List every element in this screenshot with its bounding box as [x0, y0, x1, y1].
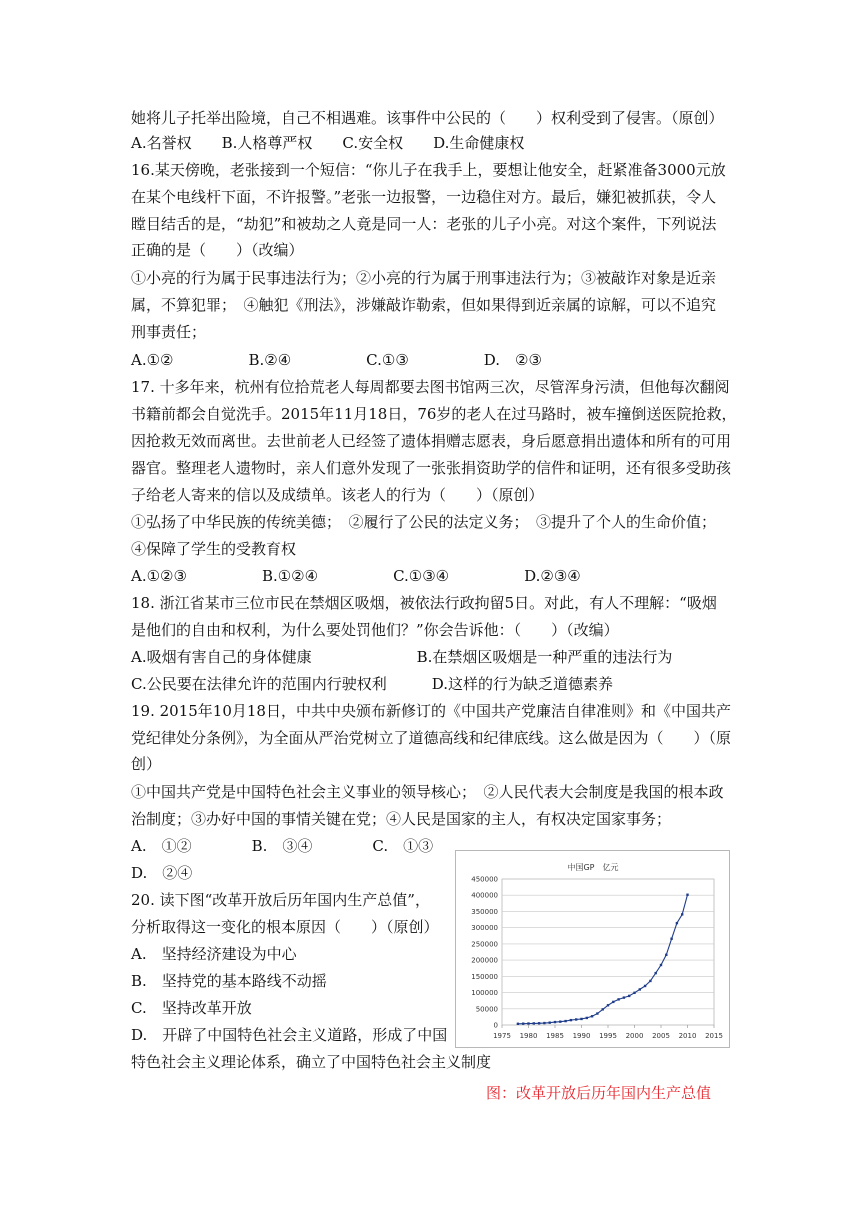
x-tick-label: 2010 [678, 1032, 697, 1040]
data-point [564, 1020, 566, 1022]
x-tick-label: 1975 [493, 1032, 511, 1040]
data-point [607, 1004, 609, 1006]
text-line: ①弘扬了中华民族的传统美德； ②履行了公民的法定义务； ③提升了个人的生命价值； [131, 513, 717, 531]
figure-caption: 图：改革开放后历年国内生产总值 [486, 1084, 712, 1102]
text-line: A. 坚持经济建设为中心 [131, 945, 297, 963]
y-tick-label: 150000 [471, 972, 498, 981]
data-point [549, 1021, 551, 1023]
text-line: 她将儿子托举出险境，自己不相遇难。该事件中公民的（ ）权利受到了侵害。（原创） [131, 109, 724, 127]
text-line: 创） [131, 755, 162, 773]
text-line: 治制度；③办好中国的事情关键在党；④人民是国家的主人，有权决定国家事务； [131, 810, 672, 828]
text-line: 16.某天傍晚，老张接到一个短信：“你儿子在我手上，要想让他安全，赶紧准备3000元放 [131, 161, 726, 179]
x-tick-label: 2000 [625, 1032, 644, 1040]
text-line: C. 坚持改革开放 [131, 999, 252, 1017]
x-tick-label: 1985 [546, 1032, 564, 1040]
text-line: ④保障了学生的受教育权 [131, 540, 297, 558]
data-point [575, 1018, 577, 1020]
y-tick-label: 250000 [471, 940, 498, 949]
data-point [649, 980, 651, 982]
text-line: 分析取得这一变化的根本原因（ ）（原创） [131, 918, 439, 936]
data-point [543, 1022, 545, 1024]
data-point [644, 985, 646, 987]
y-tick-label: 300000 [471, 924, 498, 933]
y-tick-label: 450000 [471, 875, 498, 884]
data-point [602, 1008, 604, 1010]
data-point [623, 996, 625, 998]
data-point [617, 998, 619, 1000]
y-tick-label: 0 [493, 1021, 498, 1030]
x-tick-label: 2005 [652, 1032, 670, 1040]
data-point [533, 1022, 535, 1024]
text-line: 党纪律处分条例》，为全面从严治党树立了道德高线和纪律底线。这么做是因为（ ）（原 [131, 729, 732, 747]
text-line: A.名誉权 B.人格尊严权 C.安全权 D.生命健康权 [131, 134, 525, 152]
text-line: 正确的是（ ）（改编） [131, 241, 304, 259]
text-line: 19. 2015年10月18日，中共中央颁布新修订的《中国共产党廉洁自律准则》和《中国共产 [131, 702, 731, 720]
text-line: 17. 十多年来，杭州有位拾荒老人每周都要去图书馆两三次，尽管浑身污渍，但他每次翻阅 [131, 378, 730, 396]
chart-canvas [456, 851, 729, 1047]
text-line: B. 坚持党的基本路线不动摇 [131, 972, 327, 990]
y-tick-label: 50000 [475, 1005, 498, 1014]
data-point [538, 1022, 540, 1024]
text-line: 属，不算犯罪； ④触犯《刑法》，涉嫌敲诈勒索，但如果得到近亲属的谅解，可以不追究 [131, 296, 717, 314]
text-line: ①中国共产党是中国特色社会主义事业的领导核心； ②人民代表大会制度是我国的根本政 [131, 783, 724, 801]
text-line: D. ②④ [131, 864, 193, 882]
x-tick-label: 2015 [705, 1032, 723, 1040]
data-point [676, 922, 678, 924]
data-point [580, 1018, 582, 1020]
text-line: ①小亮的行为属于民事违法行为；②小亮的行为属于刑事违法行为；③被敲诈对象是近亲 [131, 269, 717, 287]
data-point [559, 1020, 561, 1022]
data-point [665, 954, 667, 956]
x-tick-label: 1995 [599, 1032, 617, 1040]
text-line: 是他们的自由和权利，为什么要处罚他们？”你会告诉他：（ ）（改编） [131, 621, 619, 639]
data-point [522, 1022, 524, 1024]
data-point [660, 964, 662, 966]
x-tick-label: 1980 [519, 1032, 538, 1040]
text-line: 18. 浙江省某市三位市民在禁烟区吸烟，被依法行政拘留5日。对此，有人不理解：“吸烟 [131, 594, 717, 612]
data-point [628, 995, 630, 997]
chart-title: 中国GP 亿元 [567, 863, 619, 872]
data-point [639, 988, 641, 990]
text-line: 子给老人寄来的信以及成绩单。该老人的行为（ ）（原创） [131, 486, 544, 504]
text-line: A.①②③ B.①②④ C.①③④ D.②③④ [131, 567, 581, 585]
text-line: 特色社会主义理论体系，确立了中国特色社会主义制度 [131, 1053, 492, 1071]
x-tick-label: 1990 [572, 1032, 591, 1040]
data-point [686, 894, 688, 896]
text-line: A. ①② B. ③④ C. ①③ [131, 837, 434, 855]
plot-area [502, 879, 714, 1025]
text-line: D. 开辟了中国特色社会主义道路，形成了中国 [131, 1026, 448, 1044]
text-line: 20. 读下图“改革开放后历年国内生产总值”， [131, 891, 430, 909]
text-line: C.公民要在法律允许的范围内行驶权利 D.这样的行为缺乏道德素养 [131, 675, 613, 693]
data-point [596, 1012, 598, 1014]
data-point [554, 1021, 556, 1023]
text-line: A.吸烟有害自己的身体健康 B.在禁烟区吸烟是一种严重的违法行为 [131, 648, 673, 666]
y-tick-label: 400000 [471, 891, 498, 900]
data-point [586, 1017, 588, 1019]
data-point [681, 913, 683, 915]
text-line: 瞠目结舌的是，“劫犯”和被劫之人竟是同一人：老张的儿子小亮。对这个案件，下列说法 [131, 215, 717, 233]
data-point [612, 1001, 614, 1003]
data-point [527, 1022, 529, 1024]
data-point [570, 1019, 572, 1021]
y-tick-label: 200000 [471, 956, 498, 965]
text-line: 书籍前都会自觉洗手。2015年11月18日，76岁的老人在过马路时，被车撞倒送医院抢救， [131, 405, 737, 423]
text-line: 在某个电线杆下面，不许报警。”老张一边报警，一边稳住对方。最后，嫌犯被抓获，令人 [131, 188, 717, 206]
text-line: 器官。整理老人遗物时，亲人们意外发现了一张张捐资助学的信件和证明，还有很多受助孩 [131, 459, 732, 477]
gdp-line-chart [455, 850, 730, 1048]
text-line: 因抢救无效而离世。去世前老人已经签了遗体捐赠志愿表，身后愿意捐出遗体和所有的可用 [131, 432, 732, 450]
data-point [655, 972, 657, 974]
text-line: A.①② B.②④ C.①③ D. ②③ [131, 351, 542, 369]
y-tick-label: 350000 [471, 907, 498, 916]
data-point [591, 1015, 593, 1017]
data-point [633, 992, 635, 994]
data-point [670, 938, 672, 940]
data-point [517, 1023, 519, 1025]
y-tick-label: 100000 [471, 989, 498, 998]
text-line: 刑事责任； [131, 323, 207, 341]
